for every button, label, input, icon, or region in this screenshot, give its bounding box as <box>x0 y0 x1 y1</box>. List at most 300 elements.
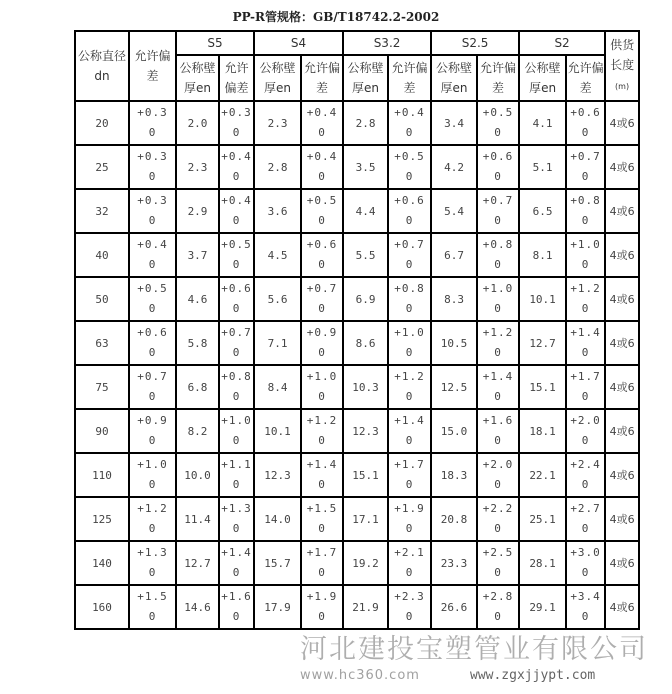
cell-wall-thickness <box>343 497 388 541</box>
subheader-wall-thickness: 公称壁厚en <box>176 55 219 101</box>
cell-value: 18.1 <box>529 424 556 438</box>
cell-value: +2.40 <box>570 458 601 491</box>
cell-wall-thickness <box>519 145 566 189</box>
cell-tolerance <box>301 365 343 409</box>
cell-value: 50 <box>95 292 109 306</box>
cell-tolerance <box>477 233 519 277</box>
cell-wall-thickness <box>254 585 301 629</box>
cell-value: +1.00 <box>394 326 425 359</box>
cell-wall-thickness <box>431 585 477 629</box>
cell-value: 3.6 <box>267 204 288 218</box>
cell-wall-thickness <box>176 541 219 585</box>
cell-wall-thickness <box>519 233 566 277</box>
cell-tolerance <box>477 189 519 233</box>
cell-tolerance <box>301 145 343 189</box>
cell-tolerance <box>566 409 605 453</box>
cell-value: +1.40 <box>482 370 514 403</box>
cell-tolerance <box>566 585 605 629</box>
header-dn: 公称直径dn <box>75 31 129 101</box>
cell-wall-thickness <box>431 365 477 409</box>
cell-value: +0.80 <box>221 370 252 403</box>
cell-tolerance <box>388 497 431 541</box>
cell-tolerance <box>219 497 254 541</box>
cell-wall-thickness <box>176 233 219 277</box>
cell-value: 4或6 <box>609 293 635 306</box>
subheader-tolerance: 允许偏差 <box>566 55 605 101</box>
cell-dn <box>75 409 129 453</box>
cell-value: 12.7 <box>184 556 211 570</box>
cell-value: 20 <box>95 116 109 130</box>
cell-value: +0.40 <box>137 238 168 271</box>
cell-tolerance <box>219 101 254 145</box>
cell-tolerance <box>388 321 431 365</box>
cell-tolerance <box>566 277 605 321</box>
cell-value: 4.1 <box>532 116 553 130</box>
cell-value: +0.70 <box>306 282 338 315</box>
cell-value: 4或6 <box>609 117 635 130</box>
cell-tolerance <box>301 409 343 453</box>
cell-value: 4.4 <box>355 204 376 218</box>
cell-value: +2.10 <box>394 546 425 579</box>
cell-wall-thickness <box>343 189 388 233</box>
cell-value: +0.30 <box>137 106 168 139</box>
subheader-tolerance: 允许偏差 <box>388 55 431 101</box>
cell-value: +0.80 <box>394 282 425 315</box>
cell-tolerance <box>301 277 343 321</box>
cell-value: 3.7 <box>187 248 208 262</box>
cell-wall-thickness <box>519 453 566 497</box>
cell-value: +1.70 <box>570 370 601 403</box>
cell-tolerance <box>477 453 519 497</box>
cell-wall-thickness <box>343 101 388 145</box>
subheader-wall-thickness: 公称壁厚en <box>431 55 477 101</box>
watermark-source: www.hc360.com <box>300 668 420 683</box>
cell-dn <box>75 189 129 233</box>
cell-value: 5.6 <box>267 292 288 306</box>
header-series-s5: S5 <box>176 31 254 55</box>
cell-tolerance <box>301 321 343 365</box>
cell-value: 140 <box>92 556 112 570</box>
cell-value: +0.60 <box>482 150 514 183</box>
cell-value: 7.1 <box>267 336 288 350</box>
cell-tolerance <box>566 321 605 365</box>
cell-value: 26.6 <box>440 600 468 614</box>
table-row <box>75 277 639 321</box>
cell-wall-thickness <box>431 453 477 497</box>
cell-value: +2.00 <box>570 414 601 447</box>
cell-value: 63 <box>95 336 109 350</box>
cell-tolerance <box>477 365 519 409</box>
cell-value: +0.60 <box>221 282 252 315</box>
cell-tolerance <box>477 277 519 321</box>
cell-wall-thickness <box>176 585 219 629</box>
cell-wall-thickness <box>176 409 219 453</box>
cell-value: +0.30 <box>137 194 168 227</box>
cell-value: 14.0 <box>264 512 291 526</box>
cell-value: +1.20 <box>482 326 514 359</box>
cell-value: +1.00 <box>482 282 514 315</box>
cell-tolerance <box>301 497 343 541</box>
cell-value: +1.90 <box>306 590 338 623</box>
cell-value: +0.40 <box>221 150 252 183</box>
cell-tolerance <box>566 497 605 541</box>
cell-tolerance <box>388 277 431 321</box>
cell-wall-thickness <box>176 189 219 233</box>
cell-value: +3.40 <box>570 590 601 623</box>
cell-tolerance <box>477 497 519 541</box>
cell-value: 10.1 <box>529 292 556 306</box>
cell-value: 15.0 <box>440 424 468 438</box>
cell-value: 12.3 <box>352 424 379 438</box>
header-series-s2-5: S2.5 <box>431 31 519 55</box>
cell-dn <box>75 321 129 365</box>
cell-tolerance <box>477 321 519 365</box>
cell-wall-thickness <box>343 409 388 453</box>
cell-value: 4或6 <box>609 601 635 614</box>
cell-value: 25.1 <box>529 512 556 526</box>
cell-dn <box>75 233 129 277</box>
cell-value: +0.70 <box>137 370 168 403</box>
cell-value: +1.50 <box>306 502 338 535</box>
cell-tolerance <box>301 233 343 277</box>
cell-tolerance <box>219 189 254 233</box>
cell-value: 8.3 <box>444 292 464 306</box>
cell-value: 4.2 <box>444 160 464 174</box>
cell-wall-thickness <box>254 541 301 585</box>
cell-wall-thickness <box>343 585 388 629</box>
cell-tolerance <box>301 541 343 585</box>
cell-length <box>605 321 639 365</box>
header-tolerance: 允许偏差 <box>129 31 176 101</box>
cell-tolerance <box>388 145 431 189</box>
cell-value: 2.9 <box>187 204 208 218</box>
cell-wall-thickness <box>254 365 301 409</box>
cell-wall-thickness <box>176 277 219 321</box>
cell-value: +2.00 <box>482 458 514 491</box>
cell-value: 3.4 <box>444 116 464 130</box>
cell-value: +0.40 <box>306 106 338 139</box>
cell-value: +0.30 <box>137 150 168 183</box>
cell-value: 90 <box>95 424 109 438</box>
cell-wall-thickness <box>431 497 477 541</box>
cell-dn <box>75 101 129 145</box>
cell-value: 6.7 <box>444 248 464 262</box>
header-series-s4: S4 <box>254 31 343 55</box>
cell-value: 8.2 <box>187 424 208 438</box>
cell-wall-thickness <box>431 277 477 321</box>
cell-wall-thickness <box>519 189 566 233</box>
cell-value: +1.20 <box>137 502 168 535</box>
header-length-unit: (m) <box>615 82 630 91</box>
cell-value: +1.40 <box>394 414 425 447</box>
cell-wall-thickness <box>254 321 301 365</box>
cell-value: +0.90 <box>306 326 338 359</box>
cell-value: 2.3 <box>267 116 288 130</box>
cell-value: +1.00 <box>137 458 168 491</box>
cell-value: +3.00 <box>570 546 601 579</box>
cell-dn <box>75 453 129 497</box>
cell-value: 4或6 <box>609 249 635 262</box>
cell-length <box>605 189 639 233</box>
cell-value: 28.1 <box>529 556 556 570</box>
cell-value: 25 <box>95 160 109 174</box>
cell-tolerance <box>129 101 176 145</box>
cell-value: 32 <box>95 204 109 218</box>
cell-wall-thickness <box>431 541 477 585</box>
cell-wall-thickness <box>519 585 566 629</box>
subheader-wall-thickness: 公称壁厚en <box>254 55 301 101</box>
table-row <box>75 233 639 277</box>
cell-value: 75 <box>95 380 109 394</box>
cell-value: 3.5 <box>355 160 376 174</box>
cell-value: 12.5 <box>440 380 468 394</box>
header-length-label: 供货长度 <box>610 38 635 72</box>
watermark-company: 河北建投宝塑管业有限公司 <box>300 634 648 665</box>
cell-value: +1.40 <box>570 326 601 359</box>
cell-tolerance <box>219 541 254 585</box>
cell-value: +0.50 <box>137 282 168 315</box>
cell-value: 160 <box>92 600 112 614</box>
cell-value: +0.70 <box>482 194 514 227</box>
cell-length <box>605 101 639 145</box>
cell-value: +0.40 <box>394 106 425 139</box>
table-row <box>75 321 639 365</box>
cell-tolerance <box>301 453 343 497</box>
cell-wall-thickness <box>431 101 477 145</box>
cell-tolerance <box>301 585 343 629</box>
cell-value: 40 <box>95 248 109 262</box>
cell-value: 10.5 <box>440 336 468 350</box>
cell-dn <box>75 365 129 409</box>
cell-value: 15.7 <box>264 556 291 570</box>
cell-value: +1.40 <box>306 458 338 491</box>
cell-wall-thickness <box>176 497 219 541</box>
cell-tolerance <box>219 321 254 365</box>
cell-value: 22.1 <box>529 468 556 482</box>
cell-value: +1.20 <box>306 414 338 447</box>
cell-wall-thickness <box>254 101 301 145</box>
cell-value: 8.1 <box>532 248 553 262</box>
cell-tolerance <box>129 233 176 277</box>
table-row <box>75 145 639 189</box>
cell-value: +0.80 <box>570 194 601 227</box>
cell-value: 4或6 <box>609 513 635 526</box>
cell-value: +2.30 <box>394 590 425 623</box>
cell-tolerance <box>388 585 431 629</box>
cell-length <box>605 145 639 189</box>
cell-wall-thickness <box>343 453 388 497</box>
cell-tolerance <box>477 585 519 629</box>
table-row <box>75 497 639 541</box>
cell-tolerance <box>129 453 176 497</box>
cell-length <box>605 409 639 453</box>
cell-value: +1.70 <box>306 546 338 579</box>
cell-value: 125 <box>92 512 112 526</box>
cell-tolerance <box>219 409 254 453</box>
cell-wall-thickness <box>176 101 219 145</box>
cell-tolerance <box>129 321 176 365</box>
cell-value: 4.5 <box>267 248 288 262</box>
cell-value: +2.20 <box>482 502 514 535</box>
cell-value: 23.3 <box>440 556 468 570</box>
cell-dn <box>75 277 129 321</box>
cell-value: 14.6 <box>184 600 211 614</box>
cell-value: 12.7 <box>529 336 556 350</box>
cell-wall-thickness <box>343 233 388 277</box>
header-length <box>605 31 639 101</box>
cell-value: +0.80 <box>482 238 514 271</box>
cell-value: 19.2 <box>352 556 379 570</box>
cell-wall-thickness <box>343 365 388 409</box>
cell-length <box>605 497 639 541</box>
cell-value: +1.40 <box>221 546 252 579</box>
cell-wall-thickness <box>343 145 388 189</box>
cell-value: +1.60 <box>221 590 252 623</box>
cell-tolerance <box>219 453 254 497</box>
cell-value: 17.1 <box>352 512 379 526</box>
cell-tolerance <box>129 189 176 233</box>
cell-length <box>605 585 639 629</box>
cell-tolerance <box>566 365 605 409</box>
cell-tolerance <box>388 409 431 453</box>
table-row <box>75 585 639 629</box>
cell-tolerance <box>388 233 431 277</box>
cell-value: 12.3 <box>264 468 291 482</box>
cell-dn <box>75 497 129 541</box>
cell-wall-thickness <box>431 233 477 277</box>
cell-tolerance <box>129 365 176 409</box>
cell-value: 10.1 <box>264 424 291 438</box>
table-row <box>75 101 639 145</box>
table-row <box>75 541 639 585</box>
cell-value: +0.50 <box>306 194 338 227</box>
cell-value: +1.70 <box>394 458 425 491</box>
cell-wall-thickness <box>176 453 219 497</box>
cell-value: 21.9 <box>352 600 379 614</box>
cell-tolerance <box>388 101 431 145</box>
cell-value: +0.40 <box>221 194 252 227</box>
cell-wall-thickness <box>254 233 301 277</box>
cell-wall-thickness <box>431 145 477 189</box>
watermark-site: www.zgxjjypt.com <box>470 668 596 683</box>
pipe-spec-table <box>74 30 640 630</box>
cell-tolerance <box>301 189 343 233</box>
cell-value: 2.3 <box>187 160 208 174</box>
cell-value: 29.1 <box>529 600 556 614</box>
cell-value: +0.50 <box>394 150 425 183</box>
cell-value: +1.90 <box>394 502 425 535</box>
header-series-s2: S2 <box>519 31 605 55</box>
cell-value: +1.00 <box>221 414 252 447</box>
cell-wall-thickness <box>431 189 477 233</box>
cell-value: +2.80 <box>482 590 514 623</box>
cell-tolerance <box>219 277 254 321</box>
cell-value: +2.50 <box>482 546 514 579</box>
subheader-wall-thickness: 公称壁厚en <box>343 55 388 101</box>
watermark-area <box>0 634 672 694</box>
cell-value: 4或6 <box>609 337 635 350</box>
cell-wall-thickness <box>343 277 388 321</box>
cell-length <box>605 365 639 409</box>
cell-wall-thickness <box>343 321 388 365</box>
table-row <box>75 365 639 409</box>
cell-length <box>605 233 639 277</box>
cell-value: +0.60 <box>570 106 601 139</box>
cell-wall-thickness <box>254 189 301 233</box>
cell-tolerance <box>388 365 431 409</box>
cell-tolerance <box>219 585 254 629</box>
table-row <box>75 189 639 233</box>
cell-value: +0.70 <box>570 150 601 183</box>
cell-value: +0.60 <box>137 326 168 359</box>
cell-value: 6.8 <box>187 380 208 394</box>
cell-value: 17.9 <box>264 600 291 614</box>
cell-value: 4或6 <box>609 205 635 218</box>
cell-value: +0.90 <box>137 414 168 447</box>
cell-tolerance <box>301 101 343 145</box>
cell-wall-thickness <box>519 365 566 409</box>
cell-value: 2.0 <box>187 116 208 130</box>
cell-tolerance <box>129 585 176 629</box>
cell-value: +0.50 <box>482 106 514 139</box>
cell-value: 4或6 <box>609 557 635 570</box>
cell-value: +1.50 <box>137 590 168 623</box>
cell-tolerance <box>477 409 519 453</box>
cell-tolerance <box>566 189 605 233</box>
cell-tolerance <box>129 541 176 585</box>
cell-value: 20.8 <box>440 512 468 526</box>
subheader-tolerance: 允许偏差 <box>477 55 519 101</box>
cell-value: +1.30 <box>137 546 168 579</box>
cell-length <box>605 453 639 497</box>
cell-value: +2.70 <box>570 502 601 535</box>
cell-value: 4或6 <box>609 425 635 438</box>
cell-value: 8.6 <box>355 336 376 350</box>
cell-tolerance <box>477 145 519 189</box>
cell-value: +0.60 <box>306 238 338 271</box>
cell-value: 4.6 <box>187 292 208 306</box>
subheader-tolerance: 允许偏差 <box>219 55 254 101</box>
cell-value: 5.5 <box>355 248 376 262</box>
cell-tolerance <box>388 453 431 497</box>
cell-value: 15.1 <box>352 468 379 482</box>
table-row <box>75 409 639 453</box>
cell-wall-thickness <box>431 321 477 365</box>
cell-dn <box>75 145 129 189</box>
cell-value: +1.10 <box>221 458 252 491</box>
cell-value: 2.8 <box>267 160 288 174</box>
cell-tolerance <box>566 101 605 145</box>
table-title: PP-R管规格：GB/T18742.2-2002 <box>232 10 440 24</box>
cell-wall-thickness <box>519 101 566 145</box>
cell-value: +0.50 <box>221 238 252 271</box>
cell-value: 6.5 <box>532 204 553 218</box>
cell-value: +0.70 <box>394 238 425 271</box>
cell-tolerance <box>129 409 176 453</box>
table-row <box>75 453 639 497</box>
cell-dn <box>75 585 129 629</box>
subheader-wall-thickness: 公称壁厚en <box>519 55 566 101</box>
cell-value: 6.9 <box>355 292 376 306</box>
cell-wall-thickness <box>176 321 219 365</box>
cell-value: 4或6 <box>609 161 635 174</box>
cell-value: 15.1 <box>529 380 556 394</box>
cell-tolerance <box>388 189 431 233</box>
cell-wall-thickness <box>254 145 301 189</box>
cell-wall-thickness <box>254 497 301 541</box>
cell-tolerance <box>219 145 254 189</box>
cell-dn <box>75 541 129 585</box>
